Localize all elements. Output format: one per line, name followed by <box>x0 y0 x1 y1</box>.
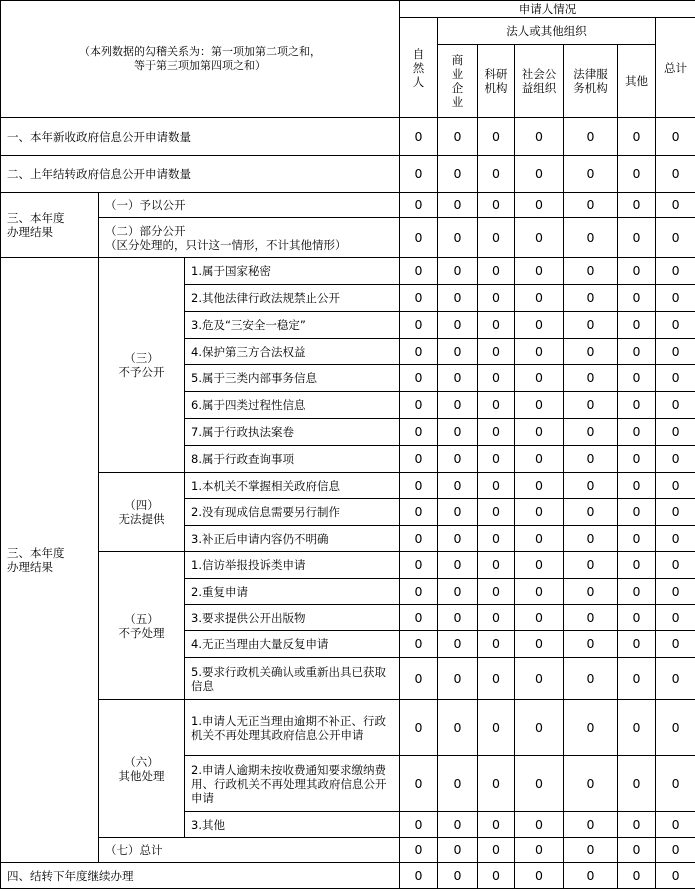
label-subtotal: （七）总计 <box>99 838 400 863</box>
label-item-not-disclosed: 1.属于国家秘密 <box>185 258 400 285</box>
row-unable-to-provide-item <box>1 473 695 499</box>
value-cell: 0 <box>400 473 438 499</box>
value-cell: 0 <box>564 700 618 756</box>
value-cell: 0 <box>656 863 695 889</box>
legal-service-header: 法律服 务机构 <box>564 45 618 118</box>
value-cell: 0 <box>564 218 618 258</box>
label-group-not-processed: （五） 不予处理 <box>99 552 185 700</box>
value-cell: 0 <box>656 365 695 392</box>
value-cell: 0 <box>656 312 695 339</box>
value-cell: 0 <box>400 365 438 392</box>
value-cell: 0 <box>618 419 656 446</box>
value-cell: 0 <box>515 156 564 193</box>
value-cell: 0 <box>478 552 515 579</box>
label-item-unable-to-provide: 1.本机关不掌握相关政府信息 <box>185 473 400 499</box>
row-not-disclosed-item <box>1 258 695 285</box>
label-item-not-disclosed: 7.属于行政执法案卷 <box>185 419 400 446</box>
value-cell: 0 <box>438 756 478 812</box>
value-cell: 0 <box>515 700 564 756</box>
value-cell: 0 <box>478 700 515 756</box>
row-not-processed-item <box>1 552 695 579</box>
label-carried-over: 二、上年结转政府信息公开申请数量 <box>1 156 400 193</box>
value-cell: 0 <box>438 392 478 419</box>
value-cell: 0 <box>618 312 656 339</box>
value-cell: 0 <box>515 312 564 339</box>
value-cell: 0 <box>438 700 478 756</box>
value-cell: 0 <box>564 419 618 446</box>
label-open: （一）予以公开 <box>99 193 400 218</box>
value-cell: 0 <box>515 631 564 658</box>
value-cell: 0 <box>618 473 656 499</box>
label-item-not-disclosed: 3.危及“三安全一稳定” <box>185 312 400 339</box>
value-cell: 0 <box>400 526 438 552</box>
value-cell: 0 <box>618 193 656 218</box>
value-cell: 0 <box>618 285 656 312</box>
label-item-other-handling: 2.申请人逾期未按收费通知要求缴纳费用、行政机关不再处理其政府信息公开申请 <box>185 756 400 812</box>
value-cell: 0 <box>656 838 695 863</box>
value-cell: 0 <box>564 118 618 156</box>
value-cell: 0 <box>515 218 564 258</box>
value-cell: 0 <box>618 499 656 526</box>
label-item-not-processed: 2.重复申请 <box>185 579 400 605</box>
value-cell: 0 <box>656 552 695 579</box>
value-cell: 0 <box>400 258 438 285</box>
value-cell: 0 <box>656 756 695 812</box>
value-cell: 0 <box>400 658 438 700</box>
social-header: 社会公 益组织 <box>515 45 564 118</box>
value-cell: 0 <box>438 605 478 631</box>
value-cell: 0 <box>438 339 478 365</box>
value-cell: 0 <box>656 218 695 258</box>
value-cell: 0 <box>656 631 695 658</box>
row-new-requests <box>1 118 695 156</box>
value-cell: 0 <box>478 812 515 838</box>
value-cell: 0 <box>438 526 478 552</box>
value-cell: 0 <box>515 392 564 419</box>
value-cell: 0 <box>478 658 515 700</box>
research-header: 科研 机构 <box>478 45 515 118</box>
value-cell: 0 <box>438 446 478 473</box>
value-cell: 0 <box>618 392 656 419</box>
value-cell: 0 <box>564 658 618 700</box>
value-cell: 0 <box>400 838 438 863</box>
value-cell: 0 <box>515 193 564 218</box>
value-cell: 0 <box>618 579 656 605</box>
value-cell: 0 <box>438 218 478 258</box>
label-item-not-processed: 1.信访举报投诉类申请 <box>185 552 400 579</box>
value-cell: 0 <box>564 285 618 312</box>
value-cell: 0 <box>478 499 515 526</box>
natural-person-header: 自 然 人 <box>400 18 438 118</box>
row-other-handling-item <box>1 700 695 756</box>
value-cell: 0 <box>656 193 695 218</box>
value-cell: 0 <box>438 631 478 658</box>
value-cell: 0 <box>478 285 515 312</box>
label-item-not-disclosed: 6.属于四类过程性信息 <box>185 392 400 419</box>
value-cell: 0 <box>400 312 438 339</box>
label-item-other-handling: 1.申请人无正当理由逾期不补正、行政机关不再处理其政府信息公开申请 <box>185 700 400 756</box>
value-cell: 0 <box>656 156 695 193</box>
value-cell: 0 <box>438 499 478 526</box>
label-item-not-processed: 3.要求提供公开出版物 <box>185 605 400 631</box>
label-item-not-disclosed: 4.保护第三方合法权益 <box>185 339 400 365</box>
value-cell: 0 <box>515 863 564 889</box>
value-cell: 0 <box>564 446 618 473</box>
value-cell: 0 <box>656 473 695 499</box>
value-cell: 0 <box>618 258 656 285</box>
label-item-other-handling: 3.其他 <box>185 812 400 838</box>
value-cell: 0 <box>438 118 478 156</box>
value-cell: 0 <box>515 658 564 700</box>
value-cell: 0 <box>438 838 478 863</box>
value-cell: 0 <box>515 756 564 812</box>
label-item-not-processed: 4.无正当理由大量反复申请 <box>185 631 400 658</box>
value-cell: 0 <box>400 218 438 258</box>
value-cell: 0 <box>400 631 438 658</box>
report-body <box>1 1 695 889</box>
row-carry-next <box>1 863 695 889</box>
applicant-header: 申请人情况 <box>400 1 695 18</box>
value-cell: 0 <box>438 473 478 499</box>
value-cell: 0 <box>478 156 515 193</box>
value-cell: 0 <box>656 258 695 285</box>
value-cell: 0 <box>515 526 564 552</box>
value-cell: 0 <box>478 631 515 658</box>
label-new-requests: 一、本年新收政府信息公开申请数量 <box>1 118 400 156</box>
value-cell: 0 <box>438 419 478 446</box>
value-cell: 0 <box>564 631 618 658</box>
row-subtotal <box>1 838 695 863</box>
value-cell: 0 <box>564 312 618 339</box>
label-item-not-disclosed: 8.属于行政查询事项 <box>185 446 400 473</box>
value-cell: 0 <box>618 700 656 756</box>
value-cell: 0 <box>478 193 515 218</box>
label-item-unable-to-provide: 3.补正后申请内容仍不明确 <box>185 526 400 552</box>
row-partial-open <box>1 218 695 258</box>
value-cell: 0 <box>515 339 564 365</box>
value-cell: 0 <box>618 218 656 258</box>
value-cell: 0 <box>438 156 478 193</box>
value-cell: 0 <box>656 392 695 419</box>
value-cell: 0 <box>515 118 564 156</box>
value-cell: 0 <box>564 392 618 419</box>
value-cell: 0 <box>656 285 695 312</box>
value-cell: 0 <box>564 863 618 889</box>
value-cell: 0 <box>478 579 515 605</box>
value-cell: 0 <box>478 339 515 365</box>
value-cell: 0 <box>400 392 438 419</box>
value-cell: 0 <box>656 118 695 156</box>
value-cell: 0 <box>515 365 564 392</box>
label-item-unable-to-provide: 2.没有现成信息需要另行制作 <box>185 499 400 526</box>
total-header: 总计 <box>656 18 695 118</box>
value-cell: 0 <box>515 552 564 579</box>
value-cell: 0 <box>618 863 656 889</box>
relationship-note: （本列数据的勾稽关系为：第一项加第二项之和， 等于第三项加第四项之和） <box>1 1 400 118</box>
value-cell: 0 <box>478 473 515 499</box>
value-cell: 0 <box>515 473 564 499</box>
value-cell: 0 <box>438 285 478 312</box>
value-cell: 0 <box>618 838 656 863</box>
value-cell: 0 <box>478 605 515 631</box>
value-cell: 0 <box>438 658 478 700</box>
value-cell: 0 <box>564 339 618 365</box>
value-cell: 0 <box>478 419 515 446</box>
value-cell: 0 <box>478 446 515 473</box>
value-cell: 0 <box>515 419 564 446</box>
legal-entity-header: 法人或其他组织 <box>438 18 656 45</box>
label-results-long: 三、本年度 办理结果 <box>1 258 99 863</box>
value-cell: 0 <box>656 605 695 631</box>
value-cell: 0 <box>400 863 438 889</box>
value-cell: 0 <box>438 812 478 838</box>
label-carry-next: 四、结转下年度继续办理 <box>1 863 400 889</box>
value-cell: 0 <box>618 552 656 579</box>
row-carried-over <box>1 156 695 193</box>
value-cell: 0 <box>618 631 656 658</box>
value-cell: 0 <box>478 218 515 258</box>
value-cell: 0 <box>438 863 478 889</box>
other-header: 其他 <box>618 45 656 118</box>
value-cell: 0 <box>438 365 478 392</box>
value-cell: 0 <box>400 579 438 605</box>
header-row-1 <box>1 1 695 18</box>
value-cell: 0 <box>478 863 515 889</box>
value-cell: 0 <box>515 446 564 473</box>
label-group-other-handling: （六） 其他处理 <box>99 700 185 838</box>
value-cell: 0 <box>478 258 515 285</box>
value-cell: 0 <box>564 838 618 863</box>
value-cell: 0 <box>618 658 656 700</box>
row-open <box>1 193 695 218</box>
value-cell: 0 <box>400 605 438 631</box>
value-cell: 0 <box>656 700 695 756</box>
value-cell: 0 <box>478 838 515 863</box>
value-cell: 0 <box>618 526 656 552</box>
value-cell: 0 <box>515 499 564 526</box>
value-cell: 0 <box>656 419 695 446</box>
value-cell: 0 <box>618 365 656 392</box>
value-cell: 0 <box>656 526 695 552</box>
value-cell: 0 <box>400 118 438 156</box>
value-cell: 0 <box>618 118 656 156</box>
label-item-not-disclosed: 2.其他法律行政法规禁止公开 <box>185 285 400 312</box>
value-cell: 0 <box>618 446 656 473</box>
value-cell: 0 <box>438 552 478 579</box>
value-cell: 0 <box>400 812 438 838</box>
value-cell: 0 <box>656 658 695 700</box>
value-cell: 0 <box>564 499 618 526</box>
value-cell: 0 <box>618 156 656 193</box>
value-cell: 0 <box>564 756 618 812</box>
value-cell: 0 <box>564 605 618 631</box>
value-cell: 0 <box>438 193 478 218</box>
value-cell: 0 <box>400 446 438 473</box>
value-cell: 0 <box>515 285 564 312</box>
value-cell: 0 <box>564 258 618 285</box>
value-cell: 0 <box>438 312 478 339</box>
value-cell: 0 <box>515 258 564 285</box>
value-cell: 0 <box>618 605 656 631</box>
label-group-not-disclosed: （三） 不予公开 <box>99 258 185 473</box>
value-cell: 0 <box>618 339 656 365</box>
value-cell: 0 <box>478 756 515 812</box>
commercial-header: 商 业 企 业 <box>438 45 478 118</box>
value-cell: 0 <box>400 339 438 365</box>
label-partial-open: （二）部分公开 （区分处理的，只计这一情形，不计其他情形） <box>99 218 400 258</box>
value-cell: 0 <box>515 605 564 631</box>
label-item-not-disclosed: 5.属于三类内部事务信息 <box>185 365 400 392</box>
value-cell: 0 <box>400 285 438 312</box>
value-cell: 0 <box>515 838 564 863</box>
value-cell: 0 <box>400 419 438 446</box>
value-cell: 0 <box>564 552 618 579</box>
value-cell: 0 <box>618 756 656 812</box>
value-cell: 0 <box>400 156 438 193</box>
value-cell: 0 <box>400 756 438 812</box>
value-cell: 0 <box>515 812 564 838</box>
value-cell: 0 <box>564 156 618 193</box>
value-cell: 0 <box>564 812 618 838</box>
value-cell: 0 <box>438 579 478 605</box>
value-cell: 0 <box>564 579 618 605</box>
label-results-short: 三、本年度 办理结果 <box>1 193 99 258</box>
value-cell: 0 <box>400 193 438 218</box>
value-cell: 0 <box>564 193 618 218</box>
value-cell: 0 <box>618 812 656 838</box>
value-cell: 0 <box>478 312 515 339</box>
value-cell: 0 <box>400 552 438 579</box>
value-cell: 0 <box>478 365 515 392</box>
value-cell: 0 <box>438 258 478 285</box>
value-cell: 0 <box>400 700 438 756</box>
value-cell: 0 <box>656 339 695 365</box>
value-cell: 0 <box>564 473 618 499</box>
value-cell: 0 <box>515 579 564 605</box>
value-cell: 0 <box>478 526 515 552</box>
value-cell: 0 <box>564 365 618 392</box>
value-cell: 0 <box>478 118 515 156</box>
value-cell: 0 <box>656 579 695 605</box>
label-item-not-processed: 5.要求行政机关确认或重新出具已获取信息 <box>185 658 400 700</box>
value-cell: 0 <box>478 392 515 419</box>
value-cell: 0 <box>564 526 618 552</box>
value-cell: 0 <box>656 499 695 526</box>
label-group-unable-to-provide: （四） 无法提供 <box>99 473 185 552</box>
value-cell: 0 <box>656 812 695 838</box>
value-cell: 0 <box>400 499 438 526</box>
value-cell: 0 <box>656 446 695 473</box>
